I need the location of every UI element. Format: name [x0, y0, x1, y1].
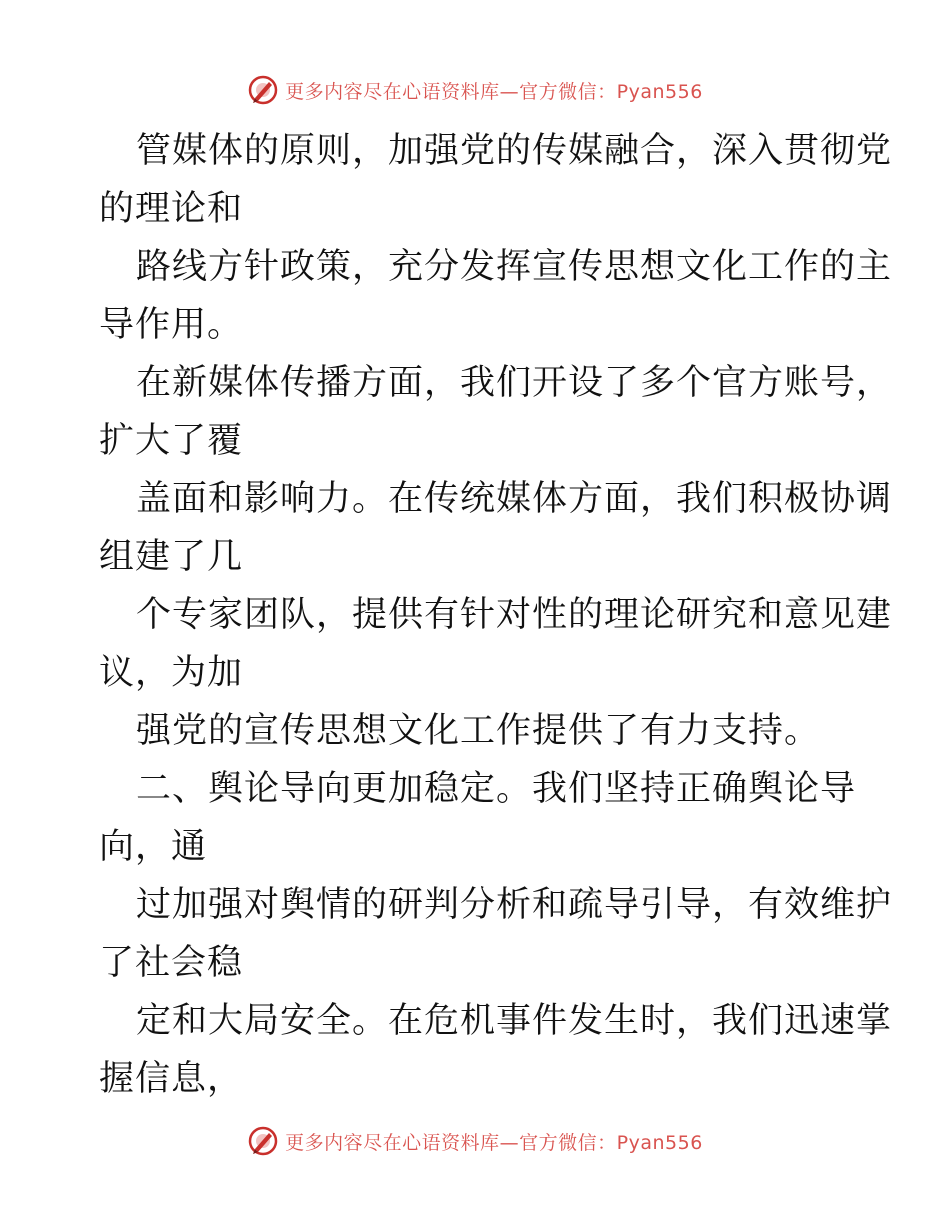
pen-logo-icon: [247, 74, 279, 106]
body-line: 握信息，: [99, 1059, 244, 1099]
body-line: 盖面和影响力。在传统媒体方面，我们积极协调: [136, 479, 893, 519]
body-line: 的理论和: [99, 189, 244, 229]
document-body: [99, 122, 893, 1108]
body-line: 扩大了覆: [99, 421, 244, 461]
body-line: 向，通: [99, 827, 208, 867]
body-line: 路线方针政策，充分发挥宣传思想文化工作的主: [136, 247, 893, 287]
watermark-text: 更多内容尽在心语资料库—官方微信：Pyan556: [285, 1131, 703, 1154]
body-line: 管媒体的原则，加强党的传媒融合，深入贯彻党: [136, 131, 893, 171]
pen-logo-icon: [247, 1125, 279, 1157]
body-line: 过加强对舆情的研判分析和疏导引导，有效维护: [136, 885, 893, 925]
footer-watermark: [0, 1121, 950, 1161]
body-line: 了社会稳: [99, 943, 244, 983]
body-line: 二、舆论导向更加稳定。我们坚持正确舆论导: [136, 769, 857, 809]
body-line: 议，为加: [99, 653, 244, 693]
body-line: 个专家团队，提供有针对性的理论研究和意见建: [136, 595, 893, 635]
watermark-text: 更多内容尽在心语资料库—官方微信：Pyan556: [285, 80, 703, 103]
body-line: 定和大局安全。在危机事件发生时，我们迅速掌: [136, 1001, 893, 1041]
header-watermark: [0, 70, 950, 110]
body-line: 组建了几: [99, 537, 244, 577]
body-line: 导作用。: [99, 305, 244, 345]
body-line: 在新媒体传播方面，我们开设了多个官方账号，: [136, 363, 893, 403]
body-line: 强党的宣传思想文化工作提供了有力支持。: [136, 711, 821, 751]
